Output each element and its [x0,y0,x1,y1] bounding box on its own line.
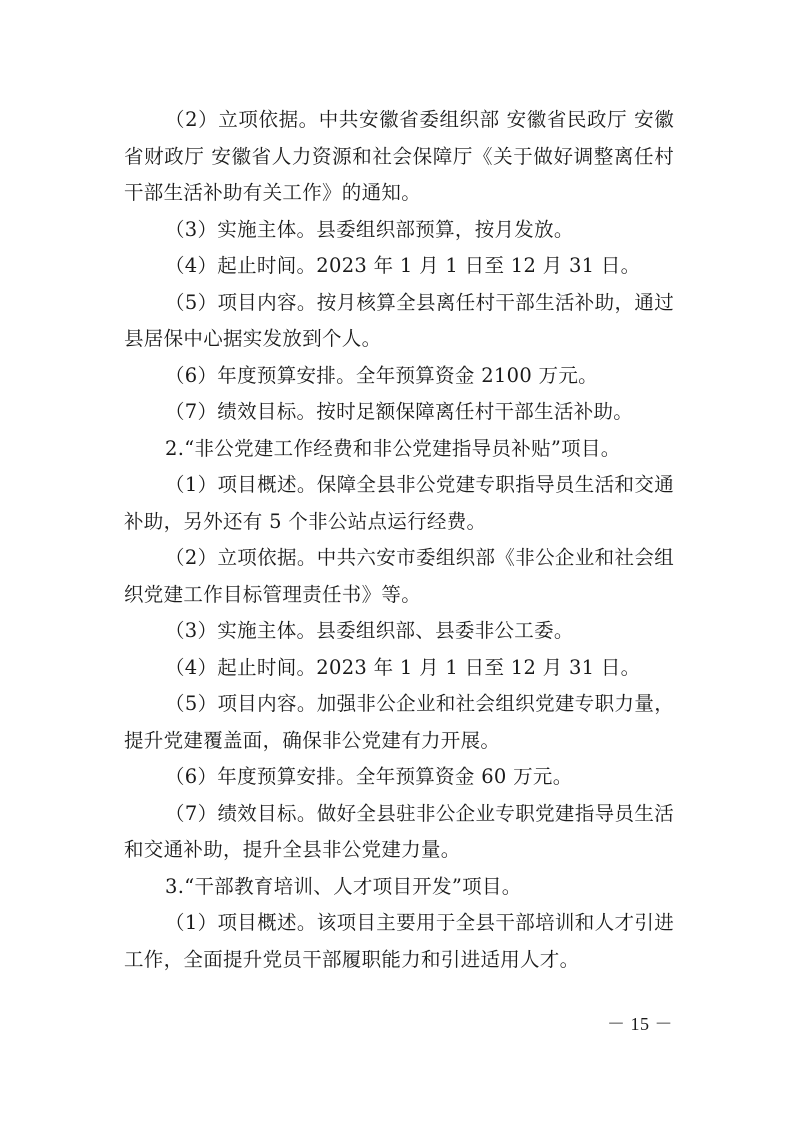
paragraph: （2）立项依据。中共安徽省委组织部 安徽省民政厅 安徽省财政厅 安徽省人力资源和社会保障厅《关于做好调整离任村干部生活补助有关工作》的通知。 [124,108,674,204]
paragraph: （3）实施主体。县委组织部预算，按月发放。 [165,217,574,241]
paragraph: （7）绩效目标。按时足额保障离任村干部生活补助。 [165,400,634,423]
paragraph: （6）年度预算安排。全年预算资金 2100 万元。 [165,363,598,387]
paragraph: （2）立项依据。中共六安市委组织部《非公企业和社会组织党建工作目标管理责任书》等。 [124,546,674,606]
section-heading: 2.“非公党建工作经费和非公党建指导员补贴”项目。 [165,436,621,460]
body-text [124,102,674,978]
paragraph: （4）起止时间。2023 年 1 月 1 日至 12 月 31 日。 [165,655,641,679]
paragraph: （6）年度预算安排。全年预算资金 60 万元。 [165,765,573,788]
paragraph: （1）项目概述。保障全县非公党建专职指导员生活和交通补助，另外还有 5 个非公站点运行经费。 [124,473,674,533]
paragraph: （5）项目内容。按月核算全县离任村干部生活补助，通过县居保中心据实发放到个人。 [124,290,674,350]
page-number: － 15 － [607,1014,673,1034]
paragraph: （5）项目内容。加强非公企业和社会组织党建专职力量，提升党建覆盖面，确保非公党建有力开展。 [124,692,674,752]
paragraph: （1）项目概述。该项目主要用于全县干部培训和人才引进工作，全面提升党员干部履职能力和引进适用人才。 [124,911,674,971]
section-heading: 3.“干部教育培训、人才项目开发”项目。 [165,874,522,898]
paragraph: （7）绩效目标。做好全县驻非公企业专职党建指导员生活和交通补助，提升全县非公党建力量。 [124,801,674,861]
paragraph: （3）实施主体。县委组织部、县委非公工委。 [165,619,574,642]
paragraph: （4）起止时间。2023 年 1 月 1 日至 12 月 31 日。 [165,254,641,277]
